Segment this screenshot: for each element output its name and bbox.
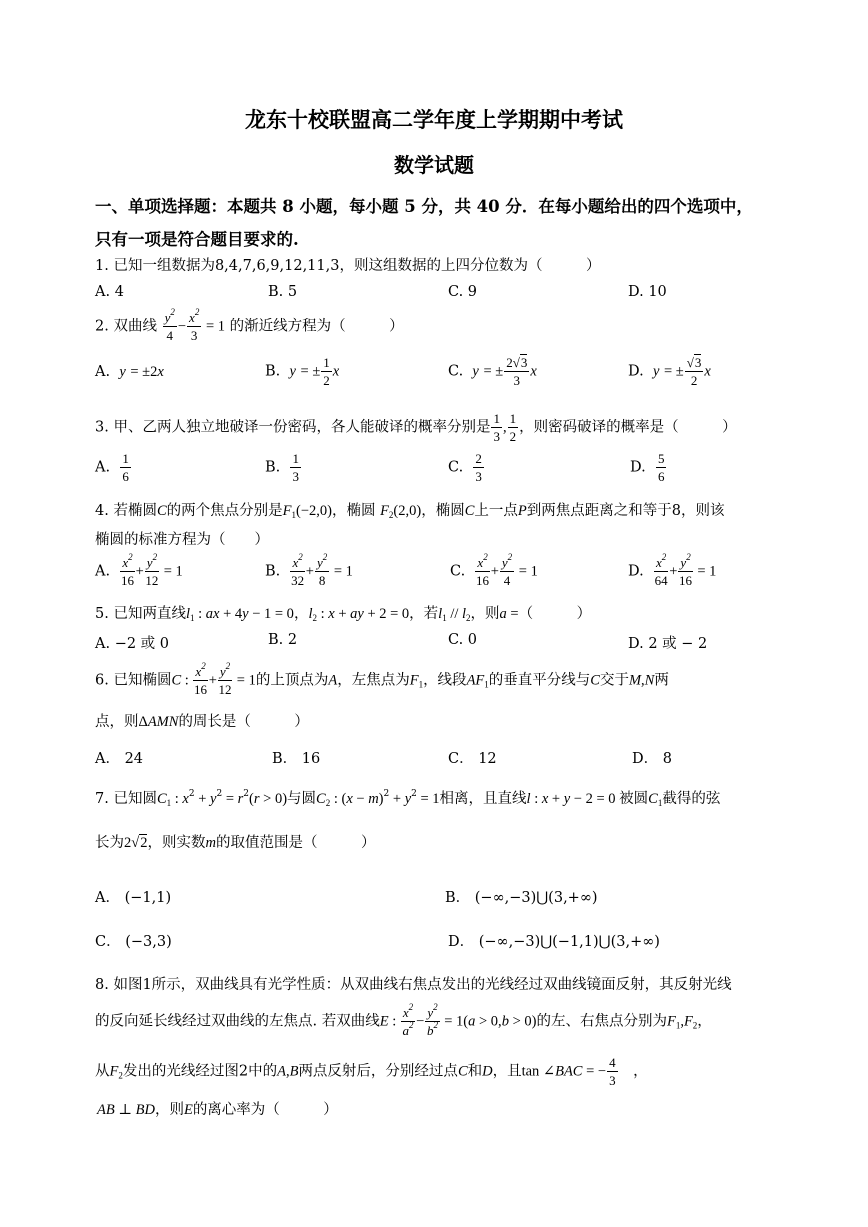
question-8-line2: 的反向延长线经过双曲线的左焦点. 若双曲线E : $\frac{x^2}{a^2}$ − $\frac{y^2}{b^2}$ = 1(a > 0,b > 0)的左、右焦点分别为$F_1,F_2$，	[95, 1002, 712, 1038]
question-3-stem: 3. 甲、乙两人独立地破译一份密码，各人能破译的概率分别是 $\frac{1}{3}$ , $\frac{1}{2}$ ，则密码破译的概率是（ ）	[95, 411, 737, 444]
q4-option-c[interactable]: C. $\frac{x^2}{16}$ + $\frac{y^2}{4}$ = 1	[450, 552, 538, 588]
question-6-line2: 点，则ΔAMN的周长是（ ）	[95, 714, 309, 730]
page-subtitle: 数学试题	[394, 153, 474, 177]
q3-option-c[interactable]: C. $\frac{2}{3}$	[448, 451, 482, 484]
q1-option-c[interactable]: C. 9	[448, 284, 478, 300]
question-4-line2: 椭圆的标准方程为（ ）	[95, 532, 269, 548]
question-7-line1: 7. 已知圆$C_1$ : $x^2 + y^2 = r^2(r > 0)$与圆$C_2$ : $(x - m)^2 + y^2 = 1$相离，且直线l : x + y − 2 = 0 被圆$C_1$截得的弦	[95, 789, 721, 808]
question-7-line2: 长为2√2，则实数m的取值范围是（ ）	[95, 835, 376, 851]
q5-option-d[interactable]: D. 2 或 − 2	[628, 636, 708, 652]
q4-option-a[interactable]: A. $\frac{x^2}{16}$ + $\frac{y^2}{12}$ = 1	[95, 552, 183, 588]
q7-option-a[interactable]: A． (−1,1)	[95, 890, 172, 906]
section-heading-line2: 只有一项是符合题目要求的.	[95, 230, 299, 249]
q6-option-b[interactable]: B． 16	[272, 751, 321, 767]
q2-option-c[interactable]: C. y = ± $\frac{2√3}{3}$ x	[448, 355, 537, 388]
question-1-stem: 1. 已知一组数据为8,4,7,6,9,12,11,3，则这组数据的上四分位数为（ ）	[95, 258, 601, 274]
q2-eq-frac-y: $\frac{y^2}{4}$	[164, 307, 175, 343]
q6-option-a[interactable]: A． 24	[95, 751, 144, 767]
question-8-line1: 8. 如图1所示，双曲线具有光学性质：从双曲线右焦点发出的光线经过双曲线镜面反射，其反射光线	[95, 977, 732, 993]
q1-option-b[interactable]: B. 5	[268, 284, 298, 300]
q6-option-c[interactable]: C． 12	[448, 751, 497, 767]
q1-option-d[interactable]: D. 10	[628, 284, 667, 300]
q5-option-a[interactable]: A. −2 或 0	[95, 636, 170, 652]
question-4-line1: 4. 若椭圆C的两个焦点分别是$F_1(-2,0)$，椭圆 $F_2(2,0)$，椭圆C上一点P到两焦点距离之和等于8，则该	[95, 503, 725, 520]
q5-option-b[interactable]: B. 2	[268, 632, 298, 648]
question-2-stem: 2. 双曲线 $\frac{y^2}{4}$ − $\frac{x^2}{3}$ = 1 的渐近线方程为（ ）	[95, 307, 404, 343]
q1-option-a[interactable]: A. 4	[95, 284, 124, 300]
q3-option-a[interactable]: A. $\frac{1}{6}$	[95, 451, 129, 484]
q3-option-b[interactable]: B. $\frac{1}{3}$	[265, 451, 299, 484]
q7-option-d[interactable]: D． (−∞,−3)⋃(−1,1)⋃(3,+∞)	[448, 934, 660, 950]
q2-option-a[interactable]: A. y = ±2x	[95, 364, 164, 380]
q7-option-b[interactable]: B． (−∞,−3)⋃(3,+∞)	[445, 890, 598, 906]
section-heading-line1: 一、单项选择题：本题共 8 小题，每小题 5 分，共 40 分．在每小题给出的四个选项中，	[95, 197, 753, 216]
question-5-stem: 5. 已知两直线$l_1$ : ax + 4y − 1 = 0，$l_2$ : x + ay + 2 = 0，若$l_1 // l_2$，则a =（ ）	[95, 606, 592, 623]
q6-option-d[interactable]: D． 8	[632, 751, 672, 767]
question-6-line1: 6. 已知椭圆C : $\frac{x^2}{16}$ + $\frac{y^2}{12}$ = 1的上顶点为A，左焦点为$F_1$，线段$AF_1$的垂直平分线与C交于M,N两	[95, 661, 669, 697]
q2-eq-frac-x: $\frac{x^2}{3}$	[189, 307, 200, 343]
question-8-line3: 从$F_2$发出的光线经过图2中的A,B两点反射后，分别经过点C和D，且tan ∠BAC = − $\frac{4}{3}$ ，	[95, 1055, 648, 1088]
q7-option-c[interactable]: C． (−3,3)	[95, 934, 172, 950]
q3-option-d[interactable]: D. $\frac{5}{6}$	[630, 451, 665, 484]
q4-option-b[interactable]: B. $\frac{x^2}{32}$ + $\frac{y^2}{8}$ = 1	[265, 552, 353, 588]
q2-option-d[interactable]: D. y = ± $\frac{√3}{2}$ x	[628, 355, 711, 388]
question-8-line4: AB ⊥ BD，则E的离心率为（ ）	[97, 1102, 338, 1118]
q2-prefix: 2. 双曲线	[95, 318, 157, 335]
q2-suffix: 的渐近线方程为（ ）	[229, 318, 404, 335]
q4-option-d[interactable]: D. $\frac{x^2}{64}$ + $\frac{y^2}{16}$ = 1	[628, 552, 717, 588]
q2-option-b[interactable]: B. y = ± $\frac{1}{2}$ x	[265, 355, 340, 388]
page-title: 龙东十校联盟高二学年度上学期期中考试	[245, 107, 623, 132]
q5-option-c[interactable]: C. 0	[448, 632, 478, 648]
